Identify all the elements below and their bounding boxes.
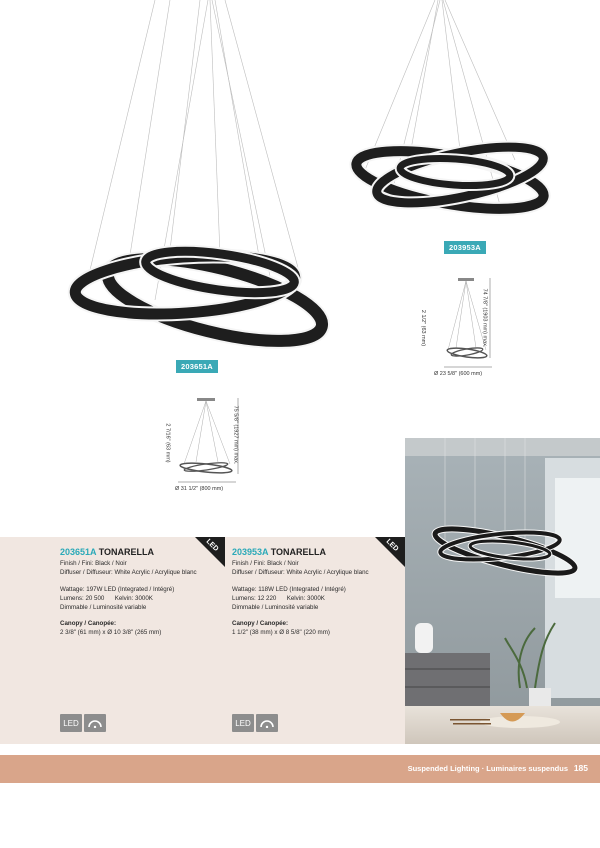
product-image-203953a xyxy=(330,0,570,240)
spec-dimmable: Dimmable / Luminosité variable xyxy=(232,604,319,612)
product-code: 203953A xyxy=(232,547,269,557)
product-code: 203651A xyxy=(60,547,97,557)
product-title xyxy=(60,548,235,557)
dim-height-203651a: 75 5/8" (1927 mm) max. xyxy=(232,405,239,465)
dimmable-icon xyxy=(256,714,278,732)
dimension-drawing-203651a xyxy=(170,392,255,487)
footer-section-title: Suspended Lighting · Luminaires suspendus xyxy=(407,764,568,773)
spec-canopy-value: 2 3/8" (61 mm) x Ø 10 3/8" (265 mm) xyxy=(60,629,162,637)
spec-canopy-label: Canopy / Canopée: xyxy=(232,620,289,628)
dim-min-203953a: 2 1/2" (63 mm) xyxy=(420,309,427,347)
product-name: TONARELLA xyxy=(270,547,327,557)
spec-dimmable: Dimmable / Luminosité variable xyxy=(60,604,147,612)
led-icon: LED xyxy=(232,714,254,732)
spec-lumens: Lumens: 20 500 xyxy=(60,594,105,602)
spec-lumens: Lumens: 12 220 xyxy=(232,594,277,602)
product-tag-203651a: 203651A xyxy=(176,360,218,373)
product-tag-203953a: 203953A xyxy=(444,241,486,254)
dim-height-203953a: 74 7/8" (1903 mm) max. xyxy=(481,288,488,348)
spec-canopy-label: Canopy / Canopée: xyxy=(60,620,117,628)
product-spec-203953a xyxy=(232,548,407,638)
dimension-drawing-203953a xyxy=(430,270,505,375)
spec-diffuser: Diffuser / Diffuseur: White Acrylic / Acrylique blanc xyxy=(232,569,369,577)
led-corner-label-1: LED xyxy=(204,538,220,553)
dim-diameter-203953a: Ø 23 5/8" (600 mm) xyxy=(434,371,483,377)
dim-min-203651a: 2 7/16" (63 mm) xyxy=(164,423,171,463)
page-number: 185 xyxy=(573,763,588,773)
spec-canopy-value: 1 1/2" (38 mm) x Ø 8 5/8" (220 mm) xyxy=(232,629,330,637)
spec-finish: Finish / Fini: Black / Noir xyxy=(60,560,127,568)
spec-wattage: Wattage: 197W LED (Integrated / Intégré) xyxy=(60,585,175,593)
spec-kelvin: Kelvin: 3000K xyxy=(114,594,153,602)
spec-finish: Finish / Fini: Black / Noir xyxy=(232,560,299,568)
product-spec-203651a xyxy=(60,548,235,638)
page-footer xyxy=(0,755,600,783)
dim-diameter-203651a: Ø 31 1/2" (800 mm) xyxy=(175,486,224,492)
spec-diffuser: Diffuser / Diffuseur: White Acrylic / Acrylique blanc xyxy=(60,569,197,577)
spec-kelvin: Kelvin: 3000K xyxy=(286,594,325,602)
dimmable-icon xyxy=(84,714,106,732)
product-title xyxy=(232,548,407,557)
led-icon: LED xyxy=(60,714,82,732)
product-name: TONARELLA xyxy=(98,547,155,557)
led-corner-label-2: LED xyxy=(384,538,400,553)
spec-lumens-kelvin xyxy=(60,594,235,603)
spec-lumens-kelvin xyxy=(232,594,407,603)
spec-wattage: Wattage: 118W LED (Integrated / Intégré) xyxy=(232,585,346,593)
lifestyle-photo xyxy=(405,438,600,744)
product-image-203651a xyxy=(60,0,340,370)
